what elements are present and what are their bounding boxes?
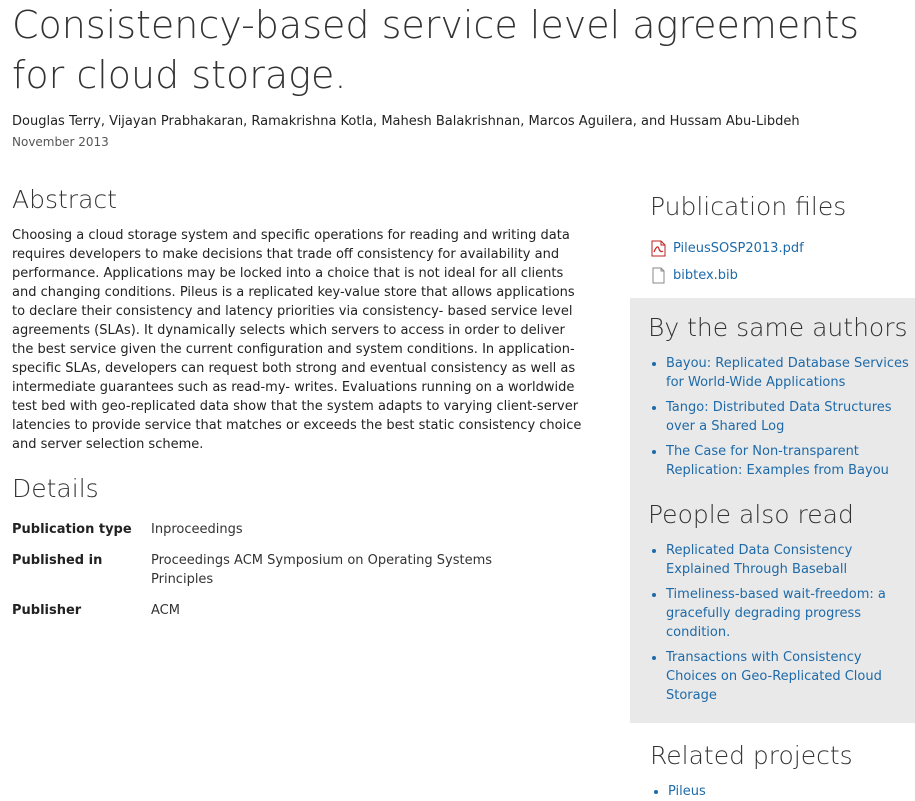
details-heading: Details: [12, 474, 99, 503]
file-link-pdf[interactable]: PileusSOSP2013.pdf: [673, 241, 804, 256]
related-panel: [630, 298, 915, 723]
list-item[interactable]: [666, 585, 915, 642]
list-item[interactable]: [666, 398, 915, 436]
file-item[interactable]: [650, 235, 804, 262]
list-item[interactable]: [666, 541, 915, 579]
abstract-text: Choosing a cloud storage system and specific operations for reading and writing data requires developers to make decisions that trade off consistency for availability and performance. Applications may be locked into a choice that is not ideal for all clients and changing conditions. Pileus is a replicated key-value store that allows applications to declare their consistency and latency priorities via consistency- based service level agreements (SLAs). It dynamically selects which servers to access in order to deliver the best service given the current configuration and system conditions. In application-specific SLAs, developers can request both strong and eventual consistency as well as intermediate guarantees such as read-my- writes. Evaluations running on a worldwide test bed with geo-replicated data show that the system adapts to varying client-server latencies to provide service that matches or exceeds the best static consistency choice and server selection scheme.: [12, 228, 582, 452]
also-read-link[interactable]: Replicated Data Consistency Explained Through Baseball: [666, 543, 853, 577]
list-item[interactable]: [666, 648, 915, 705]
also-read-link[interactable]: Timeliness-based wait-freedom: a gracefully degrading progress condition.: [666, 587, 886, 640]
details-table: [12, 520, 511, 632]
page-title: Consistency-based service level agreements for cloud storage.: [12, 3, 860, 97]
detail-row-published-in: [12, 551, 511, 589]
same-author-link[interactable]: The Case for Non-transparent Replication: Examples from Bayou: [666, 444, 889, 478]
publisher-label: Publisher: [12, 603, 82, 618]
publication-date: November 2013: [12, 135, 109, 149]
list-item[interactable]: [668, 782, 706, 801]
publisher-value: ACM: [151, 603, 180, 618]
publication-type-label: Publication type: [12, 522, 132, 537]
detail-row-publication-type: [12, 520, 511, 539]
list-item[interactable]: [666, 442, 915, 480]
also-read-link[interactable]: Transactions with Consistency Choices on Geo-Replicated Cloud Storage: [666, 650, 882, 703]
document-icon: [650, 267, 667, 284]
same-author-link[interactable]: Bayou: Replicated Database Services for World-Wide Applications: [666, 356, 909, 390]
same-authors-list: [648, 354, 915, 486]
detail-row-publisher: [12, 601, 511, 620]
authors: Douglas Terry, Vijayan Prabhakaran, Ramakrishna Kotla, Mahesh Balakrishnan, Marcos Aguilera, and Hussam Abu-Libdeh: [12, 114, 800, 129]
published-in-label: Published in: [12, 553, 103, 568]
file-link-bib[interactable]: bibtex.bib: [673, 268, 738, 283]
related-projects-heading: Related projects: [650, 741, 853, 770]
related-projects-list: [650, 782, 706, 801]
published-in-value: Proceedings ACM Symposium on Operating Systems Principles: [151, 553, 493, 587]
also-read-list: [648, 541, 915, 711]
file-item[interactable]: [650, 262, 804, 289]
publication-type-value: Inproceedings: [151, 522, 243, 537]
same-authors-heading: By the same authors: [648, 313, 908, 342]
abstract-heading: Abstract: [12, 185, 117, 214]
related-project-link[interactable]: Pileus: [668, 784, 706, 799]
list-item[interactable]: [666, 354, 915, 392]
publication-files-heading: Publication files: [650, 192, 847, 221]
publication-files-list: [650, 235, 804, 289]
pdf-icon: [650, 240, 667, 257]
also-read-heading: People also read: [648, 500, 854, 529]
same-author-link[interactable]: Tango: Distributed Data Structures over a Shared Log: [666, 400, 892, 434]
